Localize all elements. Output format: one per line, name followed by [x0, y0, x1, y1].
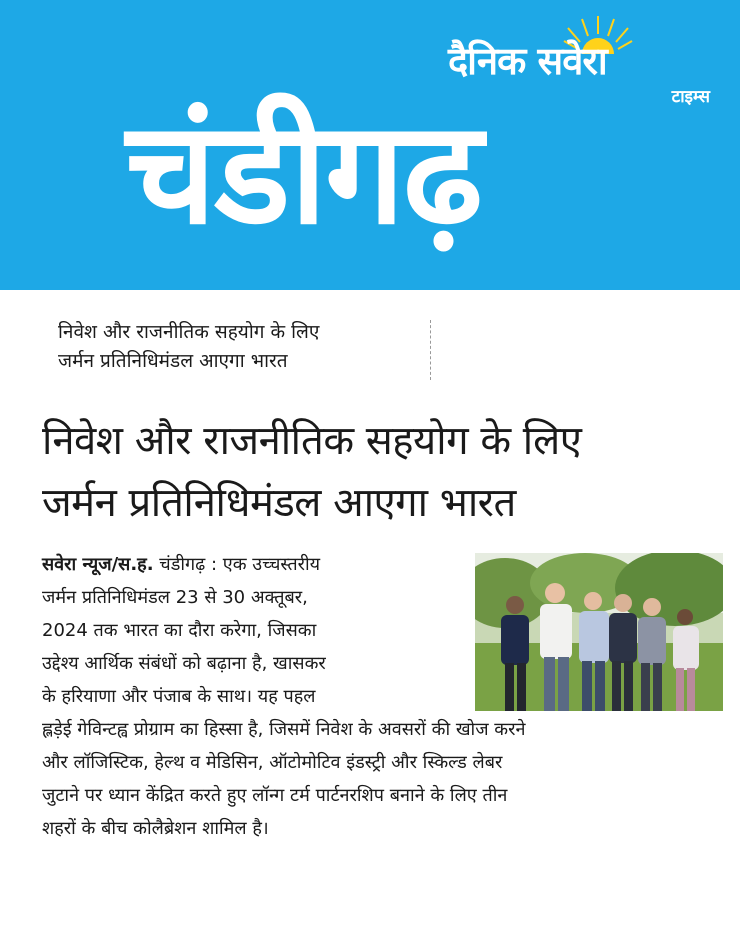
clipping-caption — [58, 318, 438, 376]
headline-line-1: निवेश और राजनीतिक सहयोग के लिए — [42, 418, 582, 464]
article-headline — [42, 410, 722, 534]
article-line-5: के हरियाणा और पंजाब के साथ। यह पहल — [42, 686, 316, 707]
article-line-8: जुटाने पर ध्यान केंद्रित करते हुए लॉन्ग टर्म पार्टनरशिप बनाने के लिए तीन — [42, 785, 508, 806]
article-line-6: ह्लड़ेई गेविन्टह्व प्रोग्राम का हिस्सा है, जिसमें निवेश के अवसरों की खोज करने — [42, 719, 526, 740]
masthead-banner — [0, 0, 740, 290]
clipping-caption-line-1: निवेश और राजनीतिक सहयोग के लिए — [58, 321, 320, 343]
article-line-7: और लॉजिस्टिक, हेल्थ व मेडिसिन, ऑटोमोटिव इंडस्ट्री और स्किल्ड लेबर — [42, 752, 503, 773]
article-byline: सवेरा न्यूज/स.ह. — [42, 554, 154, 575]
dashed-divider — [430, 320, 431, 380]
article-line-4: उद्देश्य आर्थिक संबंधों को बढ़ाना है, खासकर — [42, 653, 326, 674]
headline-line-2: जर्मन प्रतिनिधिमंडल आएगा भारत — [42, 480, 516, 526]
article-line-2: जर्मन प्रतिनिधिमंडल 23 से 30 अक्तूबर, — [42, 587, 308, 608]
article-line-1 — [42, 548, 462, 581]
brand-name: दैनिक सवेरा — [448, 39, 607, 83]
article-line-3: 2024 तक भारत का दौरा करेगा, जिसका — [42, 620, 317, 641]
clipping-caption-line-2: जर्मन प्रतिनिधिमंडल आएगा भारत — [58, 350, 288, 372]
article-line-9: शहरों के बीच कोलैब्रेशन शामिल है। — [42, 818, 269, 839]
brand-subtitle: टाइम्स — [671, 87, 710, 107]
article-line-1-text: चंडीगढ़ : एक उच्चस्तरीय — [159, 554, 321, 575]
article-body — [42, 548, 722, 845]
city-edition-title: चंडीगढ़ — [126, 91, 481, 256]
